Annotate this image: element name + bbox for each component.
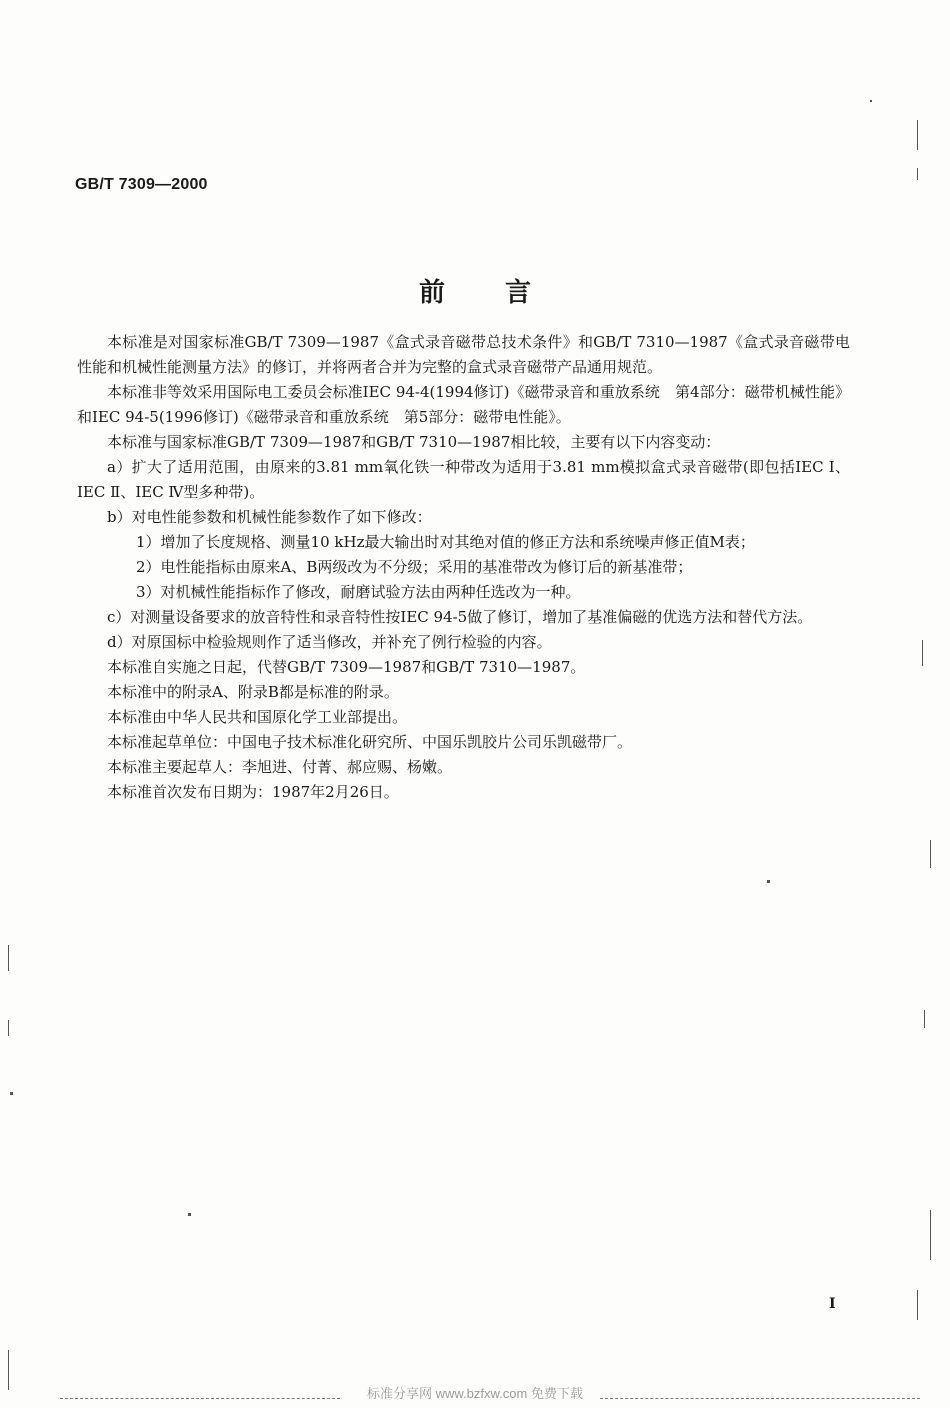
scan-mark: [917, 120, 918, 150]
list-item-b-1: 1）增加了长度规格、测量10 kHz最大输出时对其绝对值的修正方法和系统噪声修正值M表；: [136, 533, 755, 551]
paragraph-proposer: 本标准由中华人民共和国原化学工业部提出。: [107, 708, 408, 726]
scan-mark: [930, 1210, 931, 1260]
paragraph-iec-adoption: 本标准非等效采用国际电工委员会标准IEC 94-4(1994修订)《磁带录音和重放系统 第4部分：磁带机械性能》和IEC 94-5(1996修订)《磁带录音和重放系统 第5部分：磁带电性能》。: [77, 383, 850, 426]
footer-watermark: 标准分享网 www.bzfxw.com 免费下载: [367, 1386, 583, 1401]
scan-mark: [10, 1092, 13, 1095]
paragraph-first-issue-date: 本标准首次发布日期为：1987年2月26日。: [107, 783, 399, 801]
scan-mark: [922, 640, 923, 666]
list-item-c: c）对测量设备要求的放音特性和录音特性按IEC 94-5做了修订，增加了基准偏磁的优选方法和替代方法。: [107, 608, 813, 626]
page-title: 前言: [418, 278, 591, 308]
scan-mark: [767, 880, 770, 883]
standard-number: GB/T 7309—2000: [75, 176, 208, 193]
page-number: Ⅰ: [829, 1296, 836, 1312]
scan-mark: [8, 1020, 9, 1036]
scan-mark: [917, 168, 918, 180]
list-item-d: d）对原国标中检验规则作了适当修改，并补充了例行检验的内容。: [107, 633, 552, 651]
foreword-body: [77, 330, 850, 805]
scan-mark: [8, 945, 9, 971]
list-item-b: b）对电性能参数和机械性能参数作了如下修改：: [107, 508, 432, 526]
scan-mark: [917, 1290, 918, 1320]
list-item-b-3: 3）对机械性能指标作了修改，耐磨试验方法由两种任选改为一种。: [136, 583, 581, 601]
paragraph-replacement: 本标准自实施之日起，代替GB/T 7309—1987和GB/T 7310—1987。: [107, 658, 586, 676]
paragraph-drafters: 本标准主要起草人：李旭进、付菁、郝应赐、杨嫩。: [107, 758, 453, 776]
paragraph-appendix: 本标准中的附录A、附录B都是标准的附录。: [107, 683, 399, 701]
scan-mark: [870, 100, 872, 102]
scan-mark: [188, 1213, 191, 1216]
scan-mark: [924, 1010, 925, 1028]
scan-mark: [8, 1350, 9, 1390]
paragraph-changes-intro: 本标准与国家标准GB/T 7309—1987和GB/T 7310—1987相比较，主要有以下内容变动：: [107, 433, 721, 451]
paragraph-revision-intro: 本标准是对国家标准GB/T 7309—1987《盒式录音磁带总技术条件》和GB/T 7310—1987《盒式录音磁带电性能和机械性能测量方法》的修订，并将两者合并为完整的盒式录音磁带产品通用规范。: [77, 333, 850, 376]
list-item-a: a）扩大了适用范围，由原来的3.81 mm氧化铁一种带改为适用于3.81 mm模拟盒式录音磁带(即包括IEC Ⅰ、IEC Ⅱ、IEC Ⅳ型多种带)。: [77, 458, 850, 501]
paragraph-drafting-units: 本标准起草单位：中国电子技术标准化研究所、中国乐凯胶片公司乐凯磁带厂。: [107, 733, 633, 751]
list-item-b-2: 2）电性能指标由原来A、B两级改为不分级；采用的基准带改为修订后的新基准带；: [136, 558, 693, 576]
scan-mark: [930, 840, 931, 868]
